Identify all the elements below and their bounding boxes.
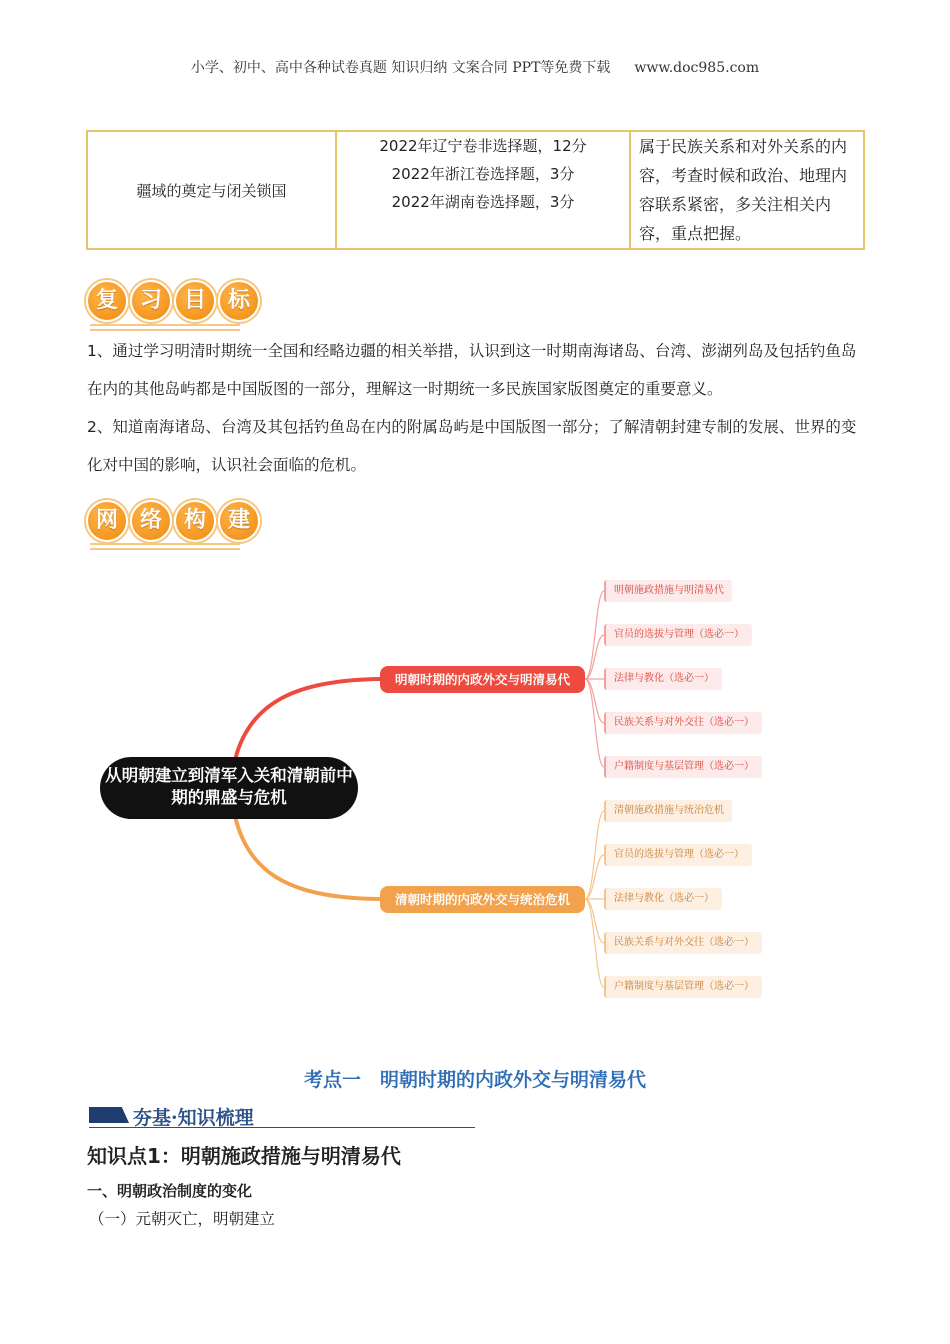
exam-list <box>336 131 630 249</box>
section-bar <box>89 1103 475 1130</box>
badge-underline <box>90 543 240 550</box>
mindmap-leaf: 官员的选拔与管理（选必一） <box>604 844 752 866</box>
review-goals-badge <box>86 280 262 322</box>
exam-item: 2022年辽宁卷非选择题，12分 <box>379 137 587 155</box>
section-bar-title: 夯基·知识梳理 <box>133 1107 254 1129</box>
badge-char: 习 <box>130 280 172 322</box>
mindmap-leaf: 官员的选拔与管理（选必一） <box>604 624 752 646</box>
section-bar-block <box>89 1107 129 1123</box>
badge-char: 构 <box>174 500 216 542</box>
goal-item-2: 2、知道南海诸岛、台湾及其包括钓鱼岛在内的附属岛屿是中国版图一部分；了解清朝封建专制的发展、世界的变化对中国的影响，认识社会面临的危机。 <box>87 418 857 474</box>
leaf-connectors-orange <box>585 811 604 987</box>
header-url: www.doc985.com <box>634 60 760 76</box>
network-badge <box>86 500 262 542</box>
mindmap-leaf: 民族关系与对外交往（选必一） <box>604 712 762 734</box>
mindmap-branch-qing: 清朝时期的内政外交与统治危机 <box>380 886 585 913</box>
badge-char: 网 <box>86 500 128 542</box>
heading-level-2: （一）元朝灭亡，明朝建立 <box>89 1210 276 1228</box>
section-bar-line <box>89 1127 475 1128</box>
mindmap-branch-ming: 明朝时期的内政外交与明清易代 <box>380 666 585 693</box>
mindmap-leaf: 法律与教化（选必一） <box>604 668 722 690</box>
connector-red <box>235 679 380 760</box>
knowledge-point-title: 知识点1：明朝施政措施与明清易代 <box>87 1144 401 1168</box>
badge-char: 标 <box>218 280 260 322</box>
badge-char: 复 <box>86 280 128 322</box>
mindmap-leaf: 法律与教化（选必一） <box>604 888 722 910</box>
badge-underline <box>90 324 240 331</box>
goal-item-1: 1、通过学习明清时期统一全国和经略边疆的相关举措，认识到这一时期南海诸岛、台湾、澎湖列岛及包括钓鱼岛在内的其他岛屿都是中国版图的一部分，理解这一时期统一多民族国家版图奠定的重要意义。 <box>87 342 857 398</box>
exam-point-title: 考点一 明朝时期的内政外交与明清易代 <box>303 1069 646 1091</box>
leaf-connectors-red <box>585 591 604 767</box>
connector-orange <box>235 816 380 899</box>
badge-char: 络 <box>130 500 172 542</box>
exam-item: 2022年浙江卷选择题，3分 <box>391 165 575 183</box>
mindmap-leaf: 民族关系与对外交往（选必一） <box>604 932 762 954</box>
mindmap-leaf: 明朝施政措施与明清易代 <box>604 580 732 602</box>
badge-char: 目 <box>174 280 216 322</box>
header-text: 小学、初中、高中各种试卷真题 知识归纳 文案合同 PPT等免费下载 <box>190 60 611 76</box>
page-header <box>0 57 950 77</box>
exam-topic: 疆域的奠定与闭关锁国 <box>87 131 336 249</box>
exam-table <box>86 130 865 250</box>
heading-level-1: 一、明朝政治制度的变化 <box>87 1182 253 1200</box>
mindmap-central-node: 从明朝建立到清军入关和清朝前中期的鼎盛与危机 <box>100 757 358 819</box>
exam-note: 属于民族关系和对外关系的内容，考查时候和政治、地理内容联系紧密，多关注相关内容，重点把握。 <box>630 131 864 249</box>
badge-char: 建 <box>218 500 260 542</box>
mindmap-leaf: 清朝施政措施与统治危机 <box>604 800 732 822</box>
mindmap-leaf: 户籍制度与基层管理（选必一） <box>604 756 762 778</box>
exam-item: 2022年湖南卷选择题，3分 <box>391 193 575 211</box>
mindmap-leaf: 户籍制度与基层管理（选必一） <box>604 976 762 998</box>
